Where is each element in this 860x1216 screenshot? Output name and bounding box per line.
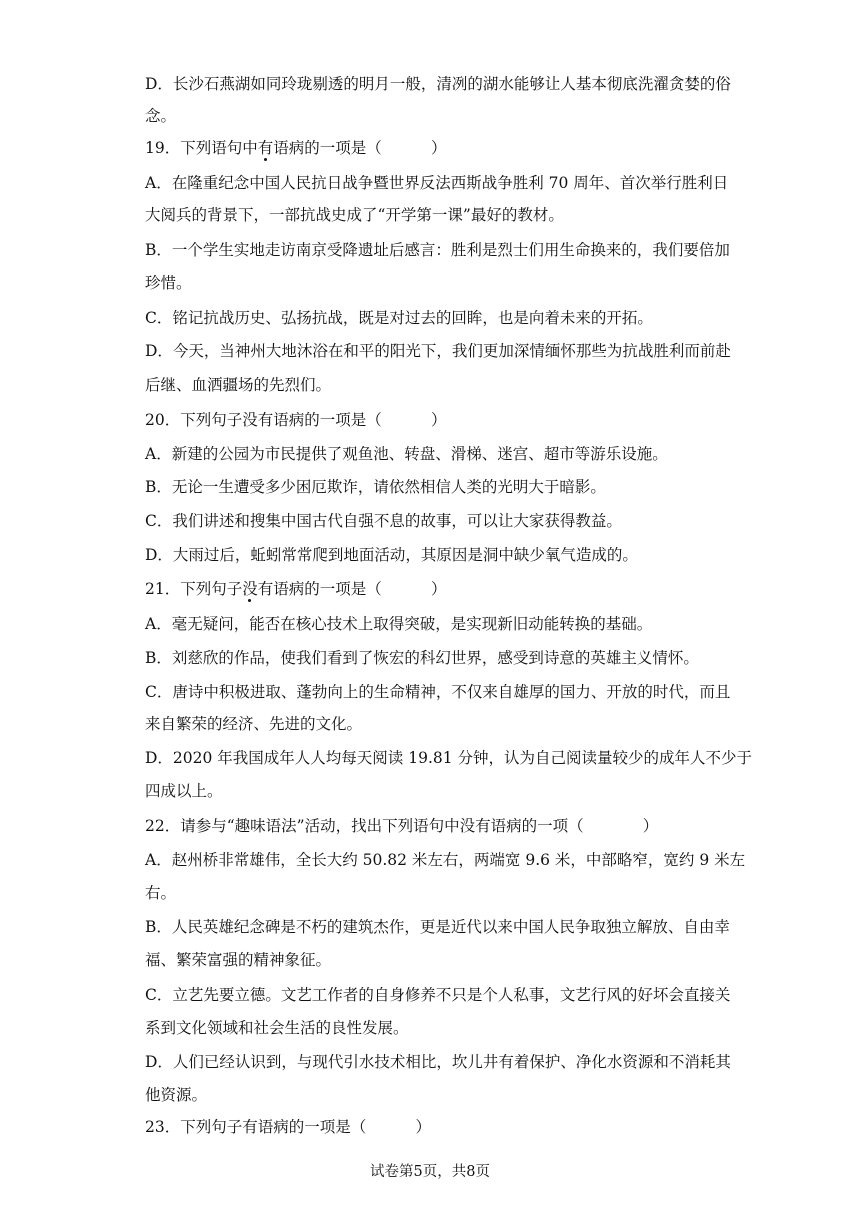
answer-option-continuation: 念。 [145, 107, 177, 125]
answer-option: C．唐诗中积极进取、蓬勃向上的生命精神，不仅来自雄厚的国力、开放的时代，而且 [145, 683, 731, 701]
answer-option: A．新建的公园为市民提供了观鱼池、转盘、滑梯、迷宫、超市等游乐设施。 [145, 445, 668, 463]
answer-option-continuation: 他资源。 [145, 1086, 208, 1104]
answer-option-continuation: 大阅兵的背景下，一部抗战史成了“开学第一课”最好的教材。 [145, 206, 564, 224]
question-text: 23．下列句子有语病的一项是（ ） [145, 1118, 431, 1136]
answer-option: B．一个学生实地走访南京受降遗址后感言：胜利是烈士们用生命换来的，我们要倍加 [145, 241, 730, 259]
answer-option-continuation: 右。 [145, 884, 177, 902]
answer-option: A．赵州桥非常雄伟，全长大约 50.82 米左右，两端宽 9.6 米，中部略窄，宽约 9 米左 [145, 851, 746, 869]
question-stem [145, 579, 745, 599]
answer-option: B．无论一生遭受多少困厄欺诈，请依然相信人类的光明大于暗影。 [145, 478, 606, 496]
answer-option: D．大雨过后，蚯蚓常常爬到地面活动，其原因是洞中缺少氧气造成的。 [145, 546, 638, 564]
page-footer: 试卷第5页，共8页 [370, 1164, 490, 1180]
answer-option: C．我们讲述和搜集中国古代自强不息的故事，可以让大家获得教益。 [145, 512, 622, 530]
question-stem [145, 410, 745, 430]
answer-option: C．铭记抗战历史、弘扬抗战，既是对过去的回眸，也是向着未来的开拓。 [145, 309, 653, 327]
answer-option-continuation: 后继、血洒疆场的先烈们。 [145, 376, 332, 394]
question-stem [145, 816, 745, 836]
answer-option: C．立艺先要立德。文艺工作者的自身修养不只是个人私事，文艺行风的好坏会直接关 [145, 986, 731, 1004]
question-stem [145, 1117, 745, 1137]
answer-option: B．人民英雄纪念碑是不朽的建筑杰作，更是近代以来中国人民争取独立解放、自由幸 [145, 918, 730, 936]
answer-option: D．长沙石燕湖如同玲珑剔透的明月一般，清冽的湖水能够让人基本彻底洗濯贪婪的俗 [145, 75, 731, 93]
question-text: 有语病的一项是（ ） [257, 580, 447, 598]
question-text: 22．请参与“趣味语法”活动，找出下列语句中没有语病的一项（ ） [145, 817, 659, 835]
question-stem [145, 138, 745, 158]
emphasis-dot-char: 没 [242, 580, 258, 598]
answer-option: A．毫无疑问，能否在核心技术上取得突破，是实现新旧动能转换的基础。 [145, 615, 653, 633]
answer-option-continuation: 福、繁荣富强的精神象征。 [145, 951, 332, 969]
question-text: 20．下列句子没有语病的一项是（ ） [145, 411, 447, 429]
question-text: 19．下列语句中 [145, 139, 258, 157]
answer-option-continuation: 珍惜。 [145, 274, 192, 292]
question-text: 21．下列句子 [145, 580, 243, 598]
answer-option: D．人们已经认识到，与现代引水技术相比，坎儿井有着保护、净化水资源和不消耗其 [145, 1053, 731, 1071]
answer-option: D．今天，当神州大地沐浴在和平的阳光下，我们更加深情缅怀那些为抗战胜利而前赴 [145, 342, 731, 360]
answer-option-continuation: 四成以上。 [145, 782, 223, 800]
answer-option: A．在隆重纪念中国人民抗日战争暨世界反法西斯战争胜利 70 周年、首次举行胜利日 [145, 174, 729, 192]
emphasis-dot-char: 有 [257, 139, 274, 157]
question-text: 语病的一项是（ ） [273, 139, 447, 157]
answer-option-continuation: 来自繁荣的经济、先进的文化。 [145, 715, 363, 733]
answer-option: D．2020 年我国成年人人均每天阅读 19.81 分钟，认为自己阅读量较少的成年人不少于 [145, 749, 753, 767]
answer-option-continuation: 系到文化领域和社会生活的良性发展。 [145, 1019, 409, 1037]
answer-option: B．刘慈欣的作品，使我们看到了恢宏的科幻世界，感受到诗意的英雄主义情怀。 [145, 649, 699, 667]
